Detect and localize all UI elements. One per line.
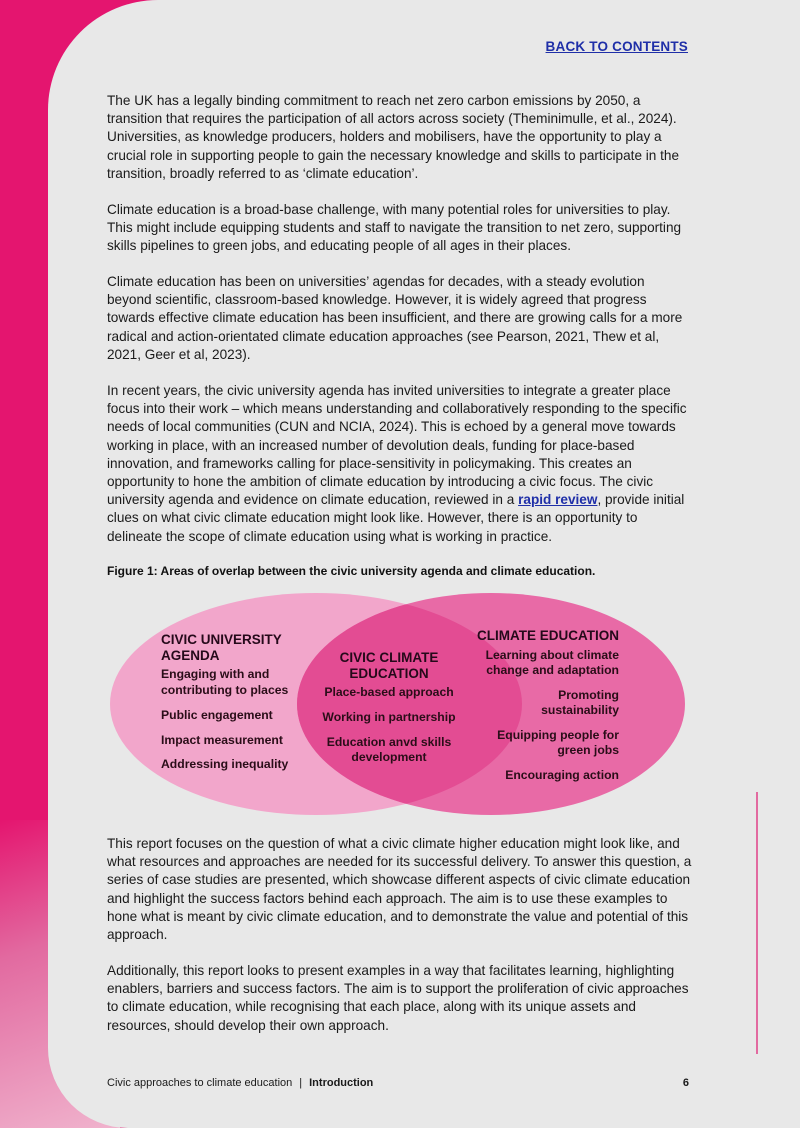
- footer-section-name: Introduction: [309, 1077, 374, 1089]
- left-item-4: Addressing inequality: [161, 757, 289, 771]
- left-title-line-2: AGENDA: [161, 648, 220, 663]
- paragraph-6: Additionally, this report looks to present examples in a way that facilitates learning, highlighting enablers, barriers and success factors. The aim is to support the proliferation of civic approaches to climate education, while recognising that each place, along with its unique assets and resources, should develop their own approach.: [107, 963, 689, 1033]
- left-item-3: Impact measurement: [161, 733, 283, 747]
- right-item-1-line-2: change and adaptation: [486, 663, 619, 677]
- right-title: CLIMATE EDUCATION: [477, 628, 619, 643]
- paragraph-1: The UK has a legally binding commitment to reach net zero carbon emissions by 2050, a transition that requires the participation of all actors across society (Theminimulle, et al., 2024). Universities, as knowledge producers, holders and mobilisers, have the opportunity to play a crucial role in supporting people to gain the necessary knowledge and skills to participate in the transition, broadly referred to as ‘climate education’.: [107, 93, 680, 181]
- page-number: 6: [682, 1077, 689, 1089]
- paragraph-5: This report focuses on the question of what a civic climate higher education might look like, and what resources and approaches are needed for its successful delivery. To answer this question, a series of case studies are presented, which showcase different aspects of civic climate education and highlight the success factors behind each approach. The aim is to use these examples to hone what is meant by civic climate education, and to demonstrate the value and potential of this approach.: [107, 836, 692, 943]
- paragraph-4-text-a: In recent years, the civic university agenda has invited universities to integrate a greater place focus into their work – which means understanding and collaboratively responding to the specific needs of local communities (CUN and NCIA, 2024). This is echoed by a general move towards working in place, with an increased number of devolution deals, funding for place-based innovation, and frameworks calling for place-sensitivity in policymaking. This creates an opportunity to hone the ambition of climate education by introducing a civic focus. The civic university agenda and evidence on climate education, reviewed in a: [107, 383, 687, 508]
- right-item-2-line-1: Promoting: [558, 688, 619, 702]
- left-title-line-1: CIVIC UNIVERSITY: [161, 632, 282, 647]
- paragraph-4: [107, 382, 692, 546]
- right-item-3-line-2: green jobs: [557, 743, 619, 757]
- right-item-4: Encouraging action: [505, 768, 619, 782]
- left-item-1-line-1: Engaging with and: [161, 667, 270, 681]
- center-item-2: Working in partnership: [322, 710, 456, 724]
- rapid-review-link[interactable]: rapid review: [518, 492, 598, 508]
- center-title-line-2: EDUCATION: [349, 666, 429, 681]
- footer-document-title: Civic approaches to climate education: [107, 1077, 293, 1089]
- right-item-2-line-2: sustainability: [541, 703, 619, 717]
- center-item-3-line-2: development: [351, 750, 427, 764]
- back-to-contents-link[interactable]: BACK TO CONTENTS: [545, 39, 688, 54]
- figure-caption: Figure 1: Areas of overlap between the civic university agenda and climate education.: [107, 564, 596, 578]
- footer: [107, 1077, 689, 1089]
- venn-diagram: [100, 586, 700, 822]
- paragraph-4-text-b: , provide initial clues on what civic climate education might look like. However, there is an opportunity to delineate the scope of climate education using what is working in practice.: [107, 492, 685, 544]
- side-divider: [756, 792, 758, 1054]
- right-item-1-line-1: Learning about climate: [485, 648, 619, 662]
- right-item-3-line-1: Equipping people for: [497, 728, 619, 742]
- paragraph-3: Climate education has been on universities’ agendas for decades, with a steady evolution beyond scientific, classroom-based knowledge. However, it is widely agreed that progress towards effective climate education has been insufficient, and there are growing calls for a more radical and action-orientated climate education approaches (see Pearson, 2021, Thew et al, 2021, Geer et al, 2023).: [107, 274, 683, 362]
- center-item-1: Place-based approach: [324, 685, 454, 699]
- footer-separator: |: [299, 1077, 303, 1089]
- paragraph-2: Climate education is a broad-base challenge, with many potential roles for universities to play. This might include equipping students and staff to navigate the transition to net zero, supporting skills pipelines to green jobs, and educating people of all ages in their places.: [107, 202, 682, 254]
- left-item-1-line-2: contributing to places: [161, 683, 289, 697]
- center-title-line-1: CIVIC CLIMATE: [339, 650, 439, 665]
- left-item-2: Public engagement: [161, 708, 273, 722]
- center-item-3-line-1: Education anvd skills: [326, 735, 452, 749]
